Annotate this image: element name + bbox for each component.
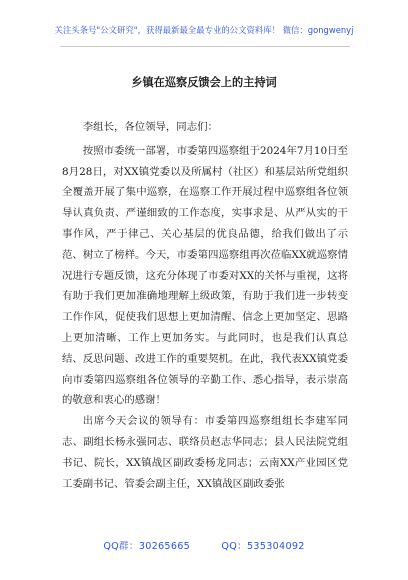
qq-group: QQ群：30265665	[103, 541, 191, 552]
qq-number: QQ：535304092	[221, 541, 305, 552]
footer-contact	[0, 538, 408, 552]
header-note: 关注头条号"公文研究"，获得最新最全最专业的公文资料库！ 微信：gongwenyj	[54, 25, 354, 35]
salutation: 李组长，各位领导，同志们：	[82, 121, 218, 133]
document-body	[62, 117, 348, 494]
document-title: 乡镇在巡察反馈会上的主持词	[131, 76, 277, 89]
paragraph-attendees: 出席今天会议的领导有：市委第四巡察组组长李建军同志、副组长杨永强同志、联络员赵志华同志；县人民法院党组书记、院长，XX镇战区副政委杨龙同志；云南XX产业园区党工委副书记、管委会副主任，XX镇战区副政委张	[62, 415, 348, 490]
paragraph-opening: 按照市委统一部署，市委第四巡察组于2024年7月10日至8月28日，对XX镇党委以及所属村（社区）和基层站所党组织全覆盖开展了集中巡察，在巡察工作开展过程中巡察组各位领导认真负责、严谨细致的工作态度，实事求是、从严从实的干事作风，严于律己、关心基层的优良品德，给我们做出了示范、树立了榜样。今天，市委第四巡察组再次莅临XX就巡察情况进行专题反馈，这充分体现了市委对XX的关怀与重视，这将有助于我们更加准确地理解上级政策，有助于我们进一步转变工作作风，促使我们思想上更加清醒、信念上更加坚定、思路上更加清晰、工作上更加务实。与此同时，也是我们认真总结、反思问题、改进工作的重要契机。在此，我代表XX镇党委向市委第四巡察组各位领导的辛勤工作、悉心指导，表示崇高的敬意和衷心的感谢！	[62, 144, 348, 407]
header-divider	[60, 46, 350, 47]
